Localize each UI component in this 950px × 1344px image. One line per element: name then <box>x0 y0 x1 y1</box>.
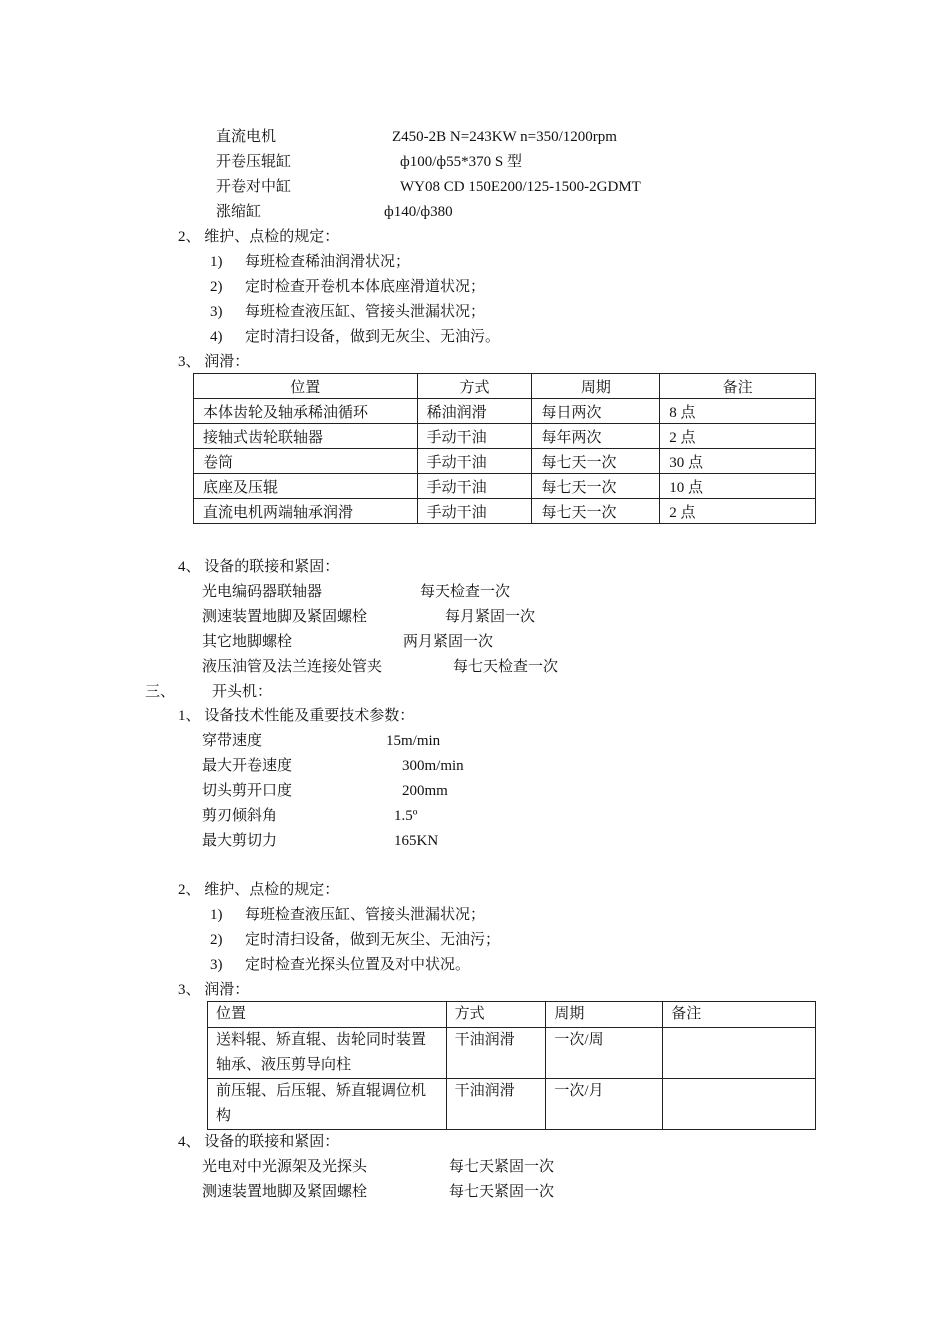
list-item: 每班检查液压缸、管接头泄漏状况； <box>245 907 486 923</box>
param-value: Z450-2B N=243KW n=350/1200rpm <box>392 129 617 145</box>
table-cell: 直流电机两端轴承润滑 <box>194 499 418 524</box>
table-cell: 手动干油 <box>417 499 532 524</box>
lubrication-table <box>193 373 816 524</box>
table-cell: 每七天一次 <box>532 474 660 499</box>
param-value: 300m/min <box>402 758 464 774</box>
fastening-item: 光电编码器联轴器 <box>202 584 323 600</box>
table-row <box>194 474 816 499</box>
table-cell: 每七天一次 <box>532 499 660 524</box>
table-cell: 卷筒 <box>194 449 418 474</box>
param-value: ф140/ф380 <box>384 204 453 220</box>
table-cell <box>663 1079 816 1130</box>
table-header: 周期 <box>546 1002 663 1028</box>
list-item: 每班检查稀油润滑状况； <box>245 254 411 270</box>
table-cell: 8 点 <box>660 399 816 424</box>
table-cell: 前压辊、后压辊、矫直辊调位机构 <box>208 1079 447 1130</box>
fastening-period: 每天检查一次 <box>420 584 511 600</box>
param-name: 开卷压辊缸 <box>216 154 292 170</box>
table-cell: 手动干油 <box>417 449 532 474</box>
table-cell: 30 点 <box>660 449 816 474</box>
section-heading: 1、 设备技术性能及重要技术参数： <box>178 708 415 724</box>
param-name: 剪刃倾斜角 <box>202 808 278 824</box>
table-cell: 2 点 <box>660 424 816 449</box>
param-name: 开卷对中缸 <box>216 179 292 195</box>
section-heading: 4、 设备的联接和紧固： <box>178 559 340 575</box>
table-cell: 2 点 <box>660 499 816 524</box>
list-item: 定时检查光探头位置及对中状况。 <box>245 957 471 973</box>
param-name: 直流电机 <box>216 129 277 145</box>
lubrication-table <box>207 1001 816 1130</box>
table-cell: 10 点 <box>660 474 816 499</box>
param-name: 涨缩缸 <box>216 204 262 220</box>
table-cell: 手动干油 <box>417 424 532 449</box>
table-header-row <box>208 1002 816 1028</box>
table-cell: 干油润滑 <box>446 1028 546 1079</box>
fastening-item: 光电对中光源架及光探头 <box>202 1159 368 1175</box>
table-cell: 底座及压辊 <box>194 474 418 499</box>
table-cell: 一次/周 <box>546 1028 663 1079</box>
part-number: 三、 <box>145 684 176 700</box>
fastening-period: 两月紧固一次 <box>403 634 494 650</box>
param-name: 切头剪开口度 <box>202 783 293 799</box>
param-value: 15m/min <box>386 733 441 749</box>
list-item: 定时清扫设备，做到无灰尘、无油污； <box>245 932 501 948</box>
part-title: 开头机： <box>212 684 273 700</box>
list-item-number: 3) <box>210 957 223 973</box>
fastening-item: 测速装置地脚及紧固螺栓 <box>202 609 368 625</box>
list-item-number: 2) <box>210 279 223 295</box>
fastening-period: 每七天检查一次 <box>453 659 559 675</box>
fastening-period: 每月紧固一次 <box>445 609 536 625</box>
table-cell: 每七天一次 <box>532 449 660 474</box>
table-header: 周期 <box>532 374 660 399</box>
table-row <box>208 1028 816 1079</box>
fastening-period: 每七天紧固一次 <box>449 1184 555 1200</box>
table-cell: 每日两次 <box>532 399 660 424</box>
param-name: 穿带速度 <box>202 733 263 749</box>
param-name: 最大剪切力 <box>202 833 278 849</box>
table-cell: 接轴式齿轮联轴器 <box>194 424 418 449</box>
table-row <box>194 449 816 474</box>
table-cell: 本体齿轮及轴承稀油循环 <box>194 399 418 424</box>
table-header: 方式 <box>446 1002 546 1028</box>
table-header: 位置 <box>194 374 418 399</box>
table-cell <box>663 1028 816 1079</box>
table-row <box>208 1079 816 1130</box>
fastening-item: 其它地脚螺栓 <box>202 634 293 650</box>
fastening-period: 每七天紧固一次 <box>449 1159 555 1175</box>
table-header: 方式 <box>417 374 532 399</box>
section-heading: 3、 润滑： <box>178 982 250 998</box>
table-row <box>194 399 816 424</box>
param-value: 200mm <box>402 783 448 799</box>
fastening-item: 测速装置地脚及紧固螺栓 <box>202 1184 368 1200</box>
list-item: 定时检查开卷机本体底座滑道状况； <box>245 279 486 295</box>
table-row <box>194 424 816 449</box>
param-name: 最大开卷速度 <box>202 758 293 774</box>
list-item-number: 1) <box>210 907 223 923</box>
list-item-number: 4) <box>210 329 223 345</box>
table-cell: 手动干油 <box>417 474 532 499</box>
table-cell: 送料辊、矫直辊、齿轮同时装置轴承、液压剪导向柱 <box>208 1028 447 1079</box>
section-heading: 3、 润滑： <box>178 354 250 370</box>
table-cell: 一次/月 <box>546 1079 663 1130</box>
section-heading: 2、 维护、点检的规定： <box>178 882 340 898</box>
table-header: 备注 <box>663 1002 816 1028</box>
table-row <box>194 499 816 524</box>
table-cell: 每年两次 <box>532 424 660 449</box>
table-header: 备注 <box>660 374 816 399</box>
table-cell: 干油润滑 <box>446 1079 546 1130</box>
list-item: 每班检查液压缸、管接头泄漏状况； <box>245 304 486 320</box>
param-value: WY08 CD 150E200/125-1500-2GDMT <box>400 179 641 195</box>
param-value: 1.5º <box>394 808 418 824</box>
section-heading: 2、 维护、点检的规定： <box>178 229 340 245</box>
list-item: 定时清扫设备，做到无灰尘、无油污。 <box>245 329 501 345</box>
section-heading: 4、 设备的联接和紧固： <box>178 1134 340 1150</box>
table-header-row <box>194 374 816 399</box>
param-value: 165KN <box>394 833 439 849</box>
list-item-number: 2) <box>210 932 223 948</box>
fastening-item: 液压油管及法兰连接处管夹 <box>202 659 383 675</box>
param-value: ф100/ф55*370 S 型 <box>400 154 522 170</box>
table-header: 位置 <box>208 1002 447 1028</box>
list-item-number: 1) <box>210 254 223 270</box>
list-item-number: 3) <box>210 304 223 320</box>
table-cell: 稀油润滑 <box>417 399 532 424</box>
